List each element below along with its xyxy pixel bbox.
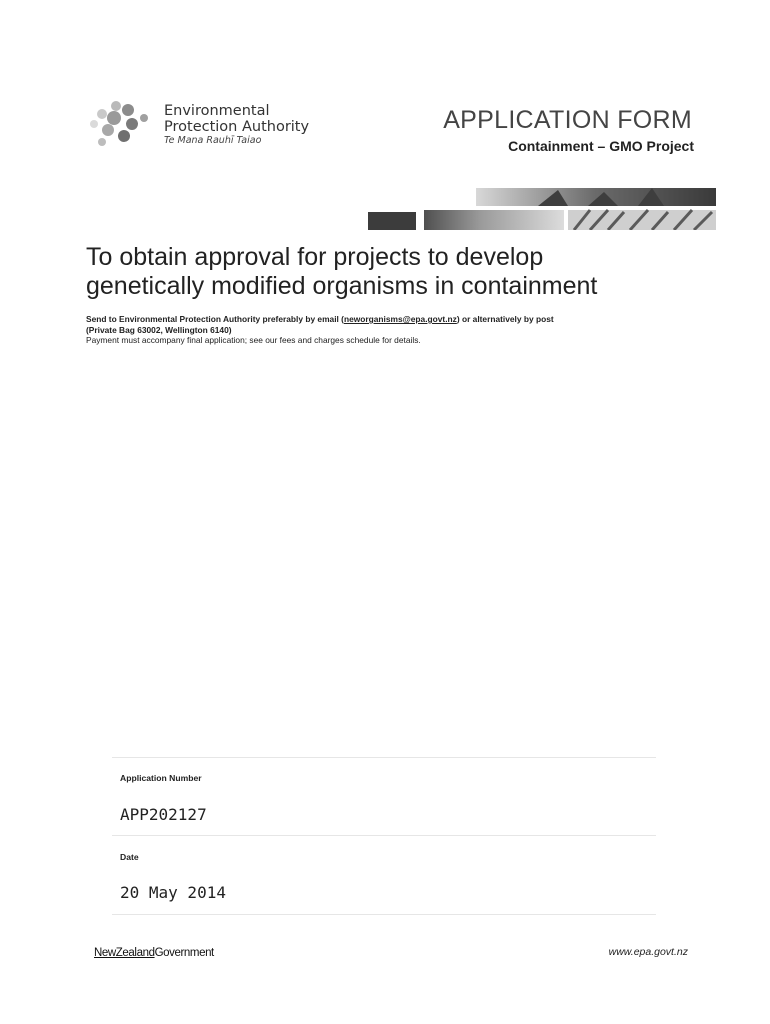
instructions-line-3: Payment must accompany final application; see our fees and charges schedule for details. bbox=[86, 335, 421, 345]
header-banner-image bbox=[368, 186, 716, 230]
application-number-label: Application Number bbox=[120, 773, 202, 783]
date-value: 20 May 2014 bbox=[120, 883, 226, 902]
nz-government-word-1: NewZealand bbox=[94, 947, 155, 959]
logo-line-2: Protection Authority bbox=[164, 118, 310, 135]
instructions-line-1 bbox=[86, 314, 686, 325]
application-number-value: APP202127 bbox=[120, 805, 207, 824]
page-headline bbox=[86, 243, 706, 301]
field-divider bbox=[112, 914, 656, 915]
instructions-line-1-post: ) or alternatively by post bbox=[456, 314, 554, 324]
logo-line-1: Environmental bbox=[164, 103, 270, 119]
submission-instructions bbox=[86, 314, 686, 346]
date-label: Date bbox=[120, 852, 139, 862]
form-subtitle: Containment – GMO Project bbox=[508, 138, 694, 154]
website-link[interactable]: www.epa.govt.nz bbox=[608, 946, 688, 958]
headline-line-2: genetically modified organisms in containment bbox=[86, 272, 598, 300]
field-divider bbox=[112, 835, 656, 836]
field-divider bbox=[112, 757, 656, 758]
form-title: APPLICATION FORM bbox=[443, 106, 692, 134]
instructions-line-2: (Private Bag 63002, Wellington 6140) bbox=[86, 324, 232, 335]
instructions-line-1-pre: Send to Environmental Protection Authority preferably by email ( bbox=[86, 314, 344, 324]
logo-line-3: Te Mana Rauhī Taiao bbox=[164, 135, 262, 146]
epa-logo-icon bbox=[86, 100, 158, 152]
nz-government-word-2: Government bbox=[154, 947, 214, 959]
headline-line-1: To obtain approval for projects to develop bbox=[86, 243, 544, 271]
email-link[interactable]: neworganisms@epa.govt.nz bbox=[343, 314, 457, 324]
epa-logo-wordmark bbox=[164, 104, 309, 146]
nz-government-logo bbox=[94, 947, 214, 959]
